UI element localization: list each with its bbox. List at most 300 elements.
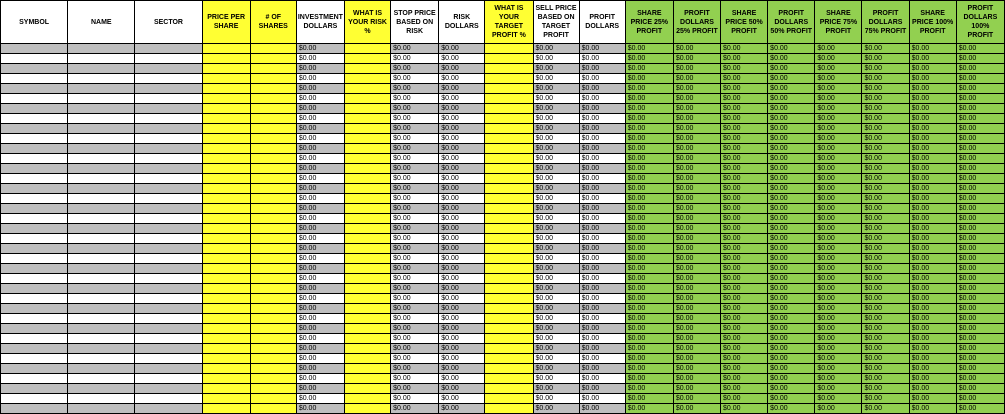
cell[interactable] — [1, 204, 68, 214]
cell[interactable]: $0.00 — [862, 394, 909, 404]
cell[interactable] — [485, 244, 533, 254]
cell[interactable] — [202, 44, 250, 54]
cell[interactable]: $0.00 — [625, 104, 673, 114]
cell[interactable]: $0.00 — [768, 344, 815, 354]
cell[interactable] — [68, 174, 135, 184]
cell[interactable]: $0.00 — [673, 134, 720, 144]
cell[interactable]: $0.00 — [909, 244, 956, 254]
cell[interactable]: $0.00 — [862, 124, 909, 134]
cell[interactable]: $0.00 — [296, 334, 344, 344]
cell[interactable]: $0.00 — [439, 154, 485, 164]
cell[interactable]: $0.00 — [439, 374, 485, 384]
cell[interactable] — [1, 134, 68, 144]
cell[interactable] — [250, 134, 296, 144]
cell[interactable]: $0.00 — [721, 294, 768, 304]
column-header[interactable]: PROFIT DOLLARS 25% PROFIT — [673, 1, 720, 44]
cell[interactable] — [250, 304, 296, 314]
cell[interactable]: $0.00 — [391, 374, 439, 384]
cell[interactable] — [250, 374, 296, 384]
cell[interactable]: $0.00 — [579, 284, 625, 294]
cell[interactable] — [344, 264, 390, 274]
cell[interactable] — [1, 394, 68, 404]
cell[interactable] — [135, 204, 202, 214]
cell[interactable]: $0.00 — [768, 244, 815, 254]
cell[interactable]: $0.00 — [391, 244, 439, 254]
cell[interactable] — [68, 364, 135, 374]
cell[interactable]: $0.00 — [956, 164, 1004, 174]
cell[interactable] — [485, 394, 533, 404]
cell[interactable]: $0.00 — [625, 84, 673, 94]
cell[interactable]: $0.00 — [533, 214, 579, 224]
cell[interactable]: $0.00 — [439, 314, 485, 324]
cell[interactable] — [135, 84, 202, 94]
cell[interactable]: $0.00 — [956, 244, 1004, 254]
cell[interactable] — [1, 224, 68, 234]
cell[interactable] — [344, 304, 390, 314]
cell[interactable]: $0.00 — [439, 164, 485, 174]
cell[interactable] — [135, 184, 202, 194]
cell[interactable]: $0.00 — [296, 114, 344, 124]
cell[interactable]: $0.00 — [625, 244, 673, 254]
cell[interactable] — [202, 244, 250, 254]
cell[interactable]: $0.00 — [625, 184, 673, 194]
cell[interactable] — [344, 334, 390, 344]
cell[interactable]: $0.00 — [673, 144, 720, 154]
cell[interactable]: $0.00 — [768, 194, 815, 204]
cell[interactable]: $0.00 — [956, 334, 1004, 344]
cell[interactable] — [202, 224, 250, 234]
cell[interactable]: $0.00 — [862, 54, 909, 64]
cell[interactable]: $0.00 — [533, 134, 579, 144]
cell[interactable]: $0.00 — [909, 164, 956, 174]
cell[interactable]: $0.00 — [721, 184, 768, 194]
cell[interactable]: $0.00 — [391, 304, 439, 314]
cell[interactable]: $0.00 — [296, 234, 344, 244]
cell[interactable]: $0.00 — [673, 154, 720, 164]
cell[interactable]: $0.00 — [673, 284, 720, 294]
cell[interactable] — [485, 254, 533, 264]
cell[interactable]: $0.00 — [862, 114, 909, 124]
cell[interactable]: $0.00 — [391, 294, 439, 304]
cell[interactable]: $0.00 — [439, 284, 485, 294]
cell[interactable]: $0.00 — [815, 204, 862, 214]
cell[interactable] — [135, 174, 202, 184]
cell[interactable]: $0.00 — [768, 164, 815, 174]
cell[interactable]: $0.00 — [956, 104, 1004, 114]
cell[interactable]: $0.00 — [956, 204, 1004, 214]
cell[interactable] — [68, 194, 135, 204]
cell[interactable] — [344, 354, 390, 364]
cell[interactable]: $0.00 — [579, 324, 625, 334]
cell[interactable] — [1, 74, 68, 84]
cell[interactable]: $0.00 — [909, 234, 956, 244]
cell[interactable]: $0.00 — [862, 244, 909, 254]
cell[interactable]: $0.00 — [673, 394, 720, 404]
cell[interactable]: $0.00 — [721, 194, 768, 204]
cell[interactable]: $0.00 — [909, 114, 956, 124]
cell[interactable]: $0.00 — [391, 234, 439, 244]
cell[interactable]: $0.00 — [625, 264, 673, 274]
cell[interactable]: $0.00 — [815, 314, 862, 324]
cell[interactable] — [485, 284, 533, 294]
cell[interactable]: $0.00 — [956, 64, 1004, 74]
cell[interactable] — [485, 384, 533, 394]
cell[interactable]: $0.00 — [909, 334, 956, 344]
cell[interactable]: $0.00 — [625, 354, 673, 364]
cell[interactable] — [250, 394, 296, 404]
cell[interactable]: $0.00 — [296, 204, 344, 214]
cell[interactable]: $0.00 — [391, 274, 439, 284]
cell[interactable]: $0.00 — [533, 294, 579, 304]
cell[interactable] — [344, 54, 390, 64]
cell[interactable]: $0.00 — [768, 174, 815, 184]
cell[interactable]: $0.00 — [533, 354, 579, 364]
cell[interactable] — [485, 114, 533, 124]
cell[interactable] — [344, 94, 390, 104]
cell[interactable]: $0.00 — [673, 124, 720, 134]
cell[interactable] — [135, 344, 202, 354]
cell[interactable] — [250, 94, 296, 104]
cell[interactable]: $0.00 — [296, 394, 344, 404]
cell[interactable] — [68, 94, 135, 104]
cell[interactable]: $0.00 — [673, 354, 720, 364]
cell[interactable]: $0.00 — [533, 264, 579, 274]
cell[interactable] — [1, 164, 68, 174]
cell[interactable]: $0.00 — [862, 274, 909, 284]
cell[interactable]: $0.00 — [815, 394, 862, 404]
cell[interactable] — [250, 354, 296, 364]
cell[interactable] — [250, 204, 296, 214]
cell[interactable]: $0.00 — [768, 214, 815, 224]
cell[interactable]: $0.00 — [956, 214, 1004, 224]
cell[interactable] — [485, 104, 533, 114]
cell[interactable]: $0.00 — [673, 234, 720, 244]
cell[interactable]: $0.00 — [721, 164, 768, 174]
cell[interactable] — [344, 374, 390, 384]
cell[interactable] — [202, 84, 250, 94]
cell[interactable]: $0.00 — [579, 174, 625, 184]
cell[interactable] — [1, 274, 68, 284]
cell[interactable]: $0.00 — [391, 144, 439, 154]
cell[interactable]: $0.00 — [956, 254, 1004, 264]
cell[interactable] — [485, 314, 533, 324]
cell[interactable] — [485, 344, 533, 354]
cell[interactable]: $0.00 — [956, 384, 1004, 394]
cell[interactable]: $0.00 — [956, 74, 1004, 84]
cell[interactable] — [202, 274, 250, 284]
column-header[interactable]: # OF SHARES — [250, 1, 296, 44]
cell[interactable] — [485, 204, 533, 214]
cell[interactable]: $0.00 — [815, 264, 862, 274]
cell[interactable]: $0.00 — [768, 334, 815, 344]
cell[interactable] — [1, 354, 68, 364]
cell[interactable] — [68, 304, 135, 314]
cell[interactable]: $0.00 — [721, 324, 768, 334]
cell[interactable]: $0.00 — [768, 124, 815, 134]
cell[interactable]: $0.00 — [439, 254, 485, 264]
cell[interactable] — [1, 174, 68, 184]
column-header[interactable]: SHARE PRICE 100% PROFIT — [909, 1, 956, 44]
cell[interactable] — [485, 54, 533, 64]
cell[interactable]: $0.00 — [625, 394, 673, 404]
cell[interactable] — [68, 84, 135, 94]
cell[interactable]: $0.00 — [673, 94, 720, 104]
cell[interactable]: $0.00 — [533, 154, 579, 164]
cell[interactable]: $0.00 — [296, 54, 344, 64]
cell[interactable] — [202, 404, 250, 414]
cell[interactable]: $0.00 — [391, 164, 439, 174]
cell[interactable] — [485, 364, 533, 374]
cell[interactable]: $0.00 — [296, 124, 344, 134]
cell[interactable]: $0.00 — [909, 94, 956, 104]
cell[interactable]: $0.00 — [909, 194, 956, 204]
cell[interactable]: $0.00 — [579, 374, 625, 384]
cell[interactable]: $0.00 — [391, 44, 439, 54]
cell[interactable]: $0.00 — [815, 234, 862, 244]
cell[interactable]: $0.00 — [862, 264, 909, 274]
cell[interactable] — [344, 204, 390, 214]
cell[interactable] — [250, 244, 296, 254]
cell[interactable] — [485, 184, 533, 194]
cell[interactable] — [202, 334, 250, 344]
cell[interactable]: $0.00 — [439, 384, 485, 394]
cell[interactable]: $0.00 — [439, 114, 485, 124]
cell[interactable] — [344, 234, 390, 244]
cell[interactable] — [202, 144, 250, 154]
cell[interactable]: $0.00 — [579, 224, 625, 234]
cell[interactable]: $0.00 — [579, 94, 625, 104]
cell[interactable]: $0.00 — [439, 204, 485, 214]
cell[interactable]: $0.00 — [956, 194, 1004, 204]
cell[interactable]: $0.00 — [862, 44, 909, 54]
cell[interactable] — [250, 104, 296, 114]
cell[interactable]: $0.00 — [909, 294, 956, 304]
cell[interactable] — [344, 384, 390, 394]
cell[interactable]: $0.00 — [721, 314, 768, 324]
cell[interactable] — [202, 114, 250, 124]
cell[interactable]: $0.00 — [533, 364, 579, 374]
cell[interactable]: $0.00 — [768, 324, 815, 334]
cell[interactable]: $0.00 — [956, 314, 1004, 324]
cell[interactable]: $0.00 — [673, 224, 720, 234]
cell[interactable]: $0.00 — [956, 154, 1004, 164]
cell[interactable] — [1, 344, 68, 354]
column-header[interactable]: SECTOR — [135, 1, 202, 44]
cell[interactable]: $0.00 — [721, 154, 768, 164]
cell[interactable]: $0.00 — [721, 264, 768, 274]
cell[interactable] — [344, 164, 390, 174]
cell[interactable]: $0.00 — [721, 44, 768, 54]
cell[interactable]: $0.00 — [296, 94, 344, 104]
cell[interactable]: $0.00 — [815, 404, 862, 414]
cell[interactable] — [1, 154, 68, 164]
cell[interactable]: $0.00 — [579, 194, 625, 204]
cell[interactable] — [135, 354, 202, 364]
cell[interactable]: $0.00 — [625, 114, 673, 124]
cell[interactable]: $0.00 — [625, 314, 673, 324]
cell[interactable]: $0.00 — [909, 384, 956, 394]
cell[interactable]: $0.00 — [296, 284, 344, 294]
cell[interactable]: $0.00 — [533, 404, 579, 414]
cell[interactable]: $0.00 — [909, 134, 956, 144]
cell[interactable] — [1, 404, 68, 414]
cell[interactable] — [250, 124, 296, 134]
cell[interactable]: $0.00 — [815, 144, 862, 154]
cell[interactable] — [135, 214, 202, 224]
cell[interactable]: $0.00 — [768, 284, 815, 294]
cell[interactable]: $0.00 — [296, 194, 344, 204]
cell[interactable]: $0.00 — [533, 204, 579, 214]
cell[interactable] — [1, 194, 68, 204]
cell[interactable]: $0.00 — [439, 134, 485, 144]
cell[interactable] — [485, 94, 533, 104]
cell[interactable]: $0.00 — [815, 114, 862, 124]
cell[interactable]: $0.00 — [909, 394, 956, 404]
cell[interactable]: $0.00 — [815, 284, 862, 294]
cell[interactable]: $0.00 — [579, 184, 625, 194]
cell[interactable] — [344, 274, 390, 284]
cell[interactable]: $0.00 — [625, 154, 673, 164]
cell[interactable]: $0.00 — [721, 54, 768, 64]
cell[interactable] — [135, 64, 202, 74]
cell[interactable]: $0.00 — [673, 104, 720, 114]
cell[interactable]: $0.00 — [296, 294, 344, 304]
cell[interactable]: $0.00 — [815, 384, 862, 394]
cell[interactable]: $0.00 — [673, 324, 720, 334]
cell[interactable]: $0.00 — [439, 104, 485, 114]
cell[interactable] — [68, 354, 135, 364]
cell[interactable]: $0.00 — [533, 104, 579, 114]
cell[interactable]: $0.00 — [296, 384, 344, 394]
cell[interactable]: $0.00 — [439, 74, 485, 84]
cell[interactable]: $0.00 — [296, 274, 344, 284]
cell[interactable]: $0.00 — [296, 164, 344, 174]
cell[interactable]: $0.00 — [625, 324, 673, 334]
cell[interactable] — [68, 294, 135, 304]
cell[interactable]: $0.00 — [296, 324, 344, 334]
cell[interactable]: $0.00 — [768, 274, 815, 284]
cell[interactable]: $0.00 — [721, 124, 768, 134]
cell[interactable]: $0.00 — [625, 174, 673, 184]
cell[interactable] — [135, 134, 202, 144]
cell[interactable]: $0.00 — [673, 374, 720, 384]
cell[interactable]: $0.00 — [721, 64, 768, 74]
cell[interactable] — [1, 264, 68, 274]
cell[interactable] — [485, 214, 533, 224]
cell[interactable]: $0.00 — [768, 54, 815, 64]
cell[interactable] — [1, 144, 68, 154]
cell[interactable]: $0.00 — [909, 144, 956, 154]
cell[interactable] — [135, 44, 202, 54]
cell[interactable]: $0.00 — [533, 334, 579, 344]
cell[interactable]: $0.00 — [533, 384, 579, 394]
cell[interactable] — [344, 114, 390, 124]
cell[interactable]: $0.00 — [815, 364, 862, 374]
cell[interactable] — [344, 144, 390, 154]
cell[interactable] — [250, 74, 296, 84]
cell[interactable] — [344, 394, 390, 404]
cell[interactable] — [202, 394, 250, 404]
cell[interactable] — [1, 124, 68, 134]
cell[interactable]: $0.00 — [721, 254, 768, 264]
cell[interactable]: $0.00 — [296, 354, 344, 364]
cell[interactable]: $0.00 — [533, 234, 579, 244]
cell[interactable]: $0.00 — [862, 144, 909, 154]
cell[interactable] — [68, 344, 135, 354]
cell[interactable]: $0.00 — [909, 224, 956, 234]
cell[interactable] — [485, 74, 533, 84]
cell[interactable]: $0.00 — [956, 114, 1004, 124]
cell[interactable]: $0.00 — [815, 304, 862, 314]
cell[interactable]: $0.00 — [625, 164, 673, 174]
cell[interactable] — [135, 94, 202, 104]
cell[interactable]: $0.00 — [815, 374, 862, 384]
cell[interactable]: $0.00 — [862, 64, 909, 74]
cell[interactable]: $0.00 — [579, 264, 625, 274]
cell[interactable]: $0.00 — [815, 274, 862, 284]
cell[interactable]: $0.00 — [533, 394, 579, 404]
cell[interactable] — [1, 334, 68, 344]
cell[interactable] — [344, 194, 390, 204]
cell[interactable] — [68, 324, 135, 334]
cell[interactable]: $0.00 — [439, 64, 485, 74]
cell[interactable]: $0.00 — [862, 324, 909, 334]
cell[interactable] — [68, 54, 135, 64]
cell[interactable]: $0.00 — [768, 294, 815, 304]
cell[interactable]: $0.00 — [815, 44, 862, 54]
cell[interactable]: $0.00 — [625, 134, 673, 144]
cell[interactable] — [344, 214, 390, 224]
column-header[interactable]: PROFIT DOLLARS — [579, 1, 625, 44]
cell[interactable]: $0.00 — [625, 404, 673, 414]
cell[interactable]: $0.00 — [625, 304, 673, 314]
cell[interactable]: $0.00 — [673, 264, 720, 274]
column-header[interactable]: SELL PRICE BASED ON TARGET PROFIT — [533, 1, 579, 44]
cell[interactable]: $0.00 — [625, 334, 673, 344]
cell[interactable]: $0.00 — [815, 354, 862, 364]
cell[interactable]: $0.00 — [721, 84, 768, 94]
cell[interactable]: $0.00 — [579, 214, 625, 224]
cell[interactable] — [344, 64, 390, 74]
cell[interactable]: $0.00 — [296, 134, 344, 144]
cell[interactable]: $0.00 — [862, 84, 909, 94]
cell[interactable]: $0.00 — [579, 274, 625, 284]
cell[interactable] — [68, 394, 135, 404]
cell[interactable]: $0.00 — [579, 354, 625, 364]
cell[interactable]: $0.00 — [721, 214, 768, 224]
cell[interactable]: $0.00 — [721, 244, 768, 254]
column-header[interactable]: PRICE PER SHARE — [202, 1, 250, 44]
cell[interactable]: $0.00 — [296, 364, 344, 374]
cell[interactable] — [135, 114, 202, 124]
cell[interactable]: $0.00 — [625, 64, 673, 74]
cell[interactable]: $0.00 — [439, 124, 485, 134]
cell[interactable]: $0.00 — [815, 334, 862, 344]
cell[interactable]: $0.00 — [862, 204, 909, 214]
cell[interactable]: $0.00 — [439, 294, 485, 304]
cell[interactable]: $0.00 — [579, 204, 625, 214]
cell[interactable]: $0.00 — [815, 104, 862, 114]
cell[interactable]: $0.00 — [579, 84, 625, 94]
cell[interactable]: $0.00 — [579, 244, 625, 254]
cell[interactable] — [250, 364, 296, 374]
cell[interactable]: $0.00 — [439, 234, 485, 244]
cell[interactable]: $0.00 — [579, 54, 625, 64]
cell[interactable]: $0.00 — [673, 54, 720, 64]
cell[interactable]: $0.00 — [909, 104, 956, 114]
cell[interactable] — [135, 294, 202, 304]
cell[interactable] — [202, 344, 250, 354]
